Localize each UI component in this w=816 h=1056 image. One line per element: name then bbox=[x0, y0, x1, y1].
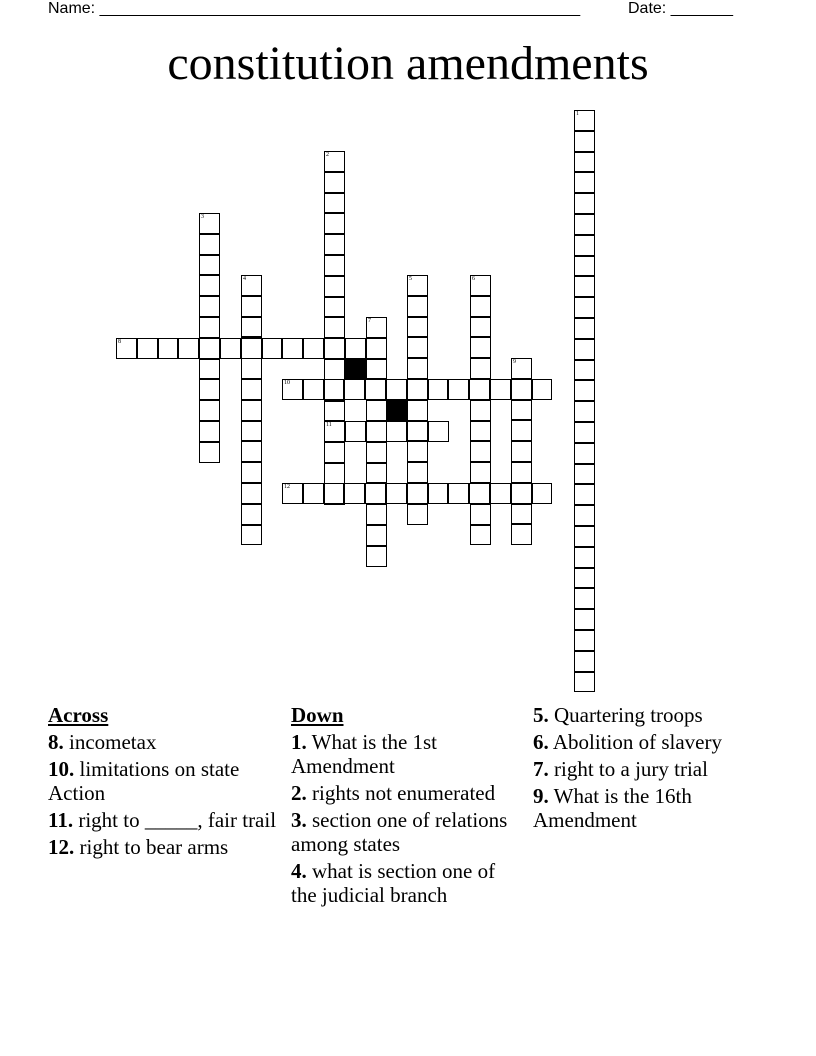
letter-cell[interactable] bbox=[262, 338, 283, 359]
letter-cell[interactable] bbox=[324, 338, 345, 359]
letter-cell[interactable] bbox=[241, 462, 262, 483]
letter-cell[interactable] bbox=[241, 504, 262, 525]
letter-cell[interactable] bbox=[574, 609, 595, 630]
letter-cell[interactable] bbox=[574, 505, 595, 526]
letter-cell[interactable] bbox=[116, 338, 137, 359]
letter-cell[interactable] bbox=[324, 401, 345, 422]
letter-cell[interactable] bbox=[574, 131, 595, 152]
letter-cell[interactable] bbox=[386, 379, 407, 400]
across-clues bbox=[48, 703, 278, 862]
clue-number: 10. bbox=[48, 757, 75, 781]
letter-cell[interactable] bbox=[241, 400, 262, 421]
clue-text: rights not enumerated bbox=[312, 781, 496, 805]
clue-number: 8. bbox=[48, 730, 64, 754]
letter-cell[interactable] bbox=[241, 317, 262, 338]
clue-number: 6. bbox=[533, 730, 549, 754]
down-clues-continued bbox=[533, 703, 753, 835]
letter-cell[interactable] bbox=[241, 525, 262, 546]
letter-cell[interactable] bbox=[199, 234, 220, 255]
letter-cell[interactable] bbox=[574, 443, 595, 464]
letter-cell[interactable] bbox=[532, 379, 553, 400]
letter-cell[interactable] bbox=[324, 234, 345, 255]
clue-number: 9. bbox=[533, 784, 549, 808]
letter-cell[interactable] bbox=[574, 588, 595, 609]
clue-text: right to a jury trial bbox=[554, 757, 708, 781]
clue-number-label: 11 bbox=[326, 422, 332, 429]
letter-cell[interactable] bbox=[470, 462, 491, 483]
letter-cell[interactable] bbox=[407, 483, 428, 504]
letter-cell[interactable] bbox=[199, 213, 220, 234]
letter-cell[interactable] bbox=[324, 317, 345, 338]
clue-number-label: 1 bbox=[576, 111, 579, 117]
letter-cell[interactable] bbox=[470, 441, 491, 462]
letter-cell[interactable] bbox=[574, 401, 595, 422]
letter-cell[interactable] bbox=[469, 483, 490, 504]
letter-cell[interactable] bbox=[490, 379, 511, 400]
letter-cell[interactable] bbox=[241, 421, 262, 442]
letter-cell[interactable] bbox=[407, 400, 428, 421]
letter-cell[interactable] bbox=[366, 400, 387, 421]
clue-text: section one of relations among states bbox=[291, 808, 508, 856]
letter-cell[interactable] bbox=[511, 441, 532, 462]
clue-number: 11. bbox=[48, 808, 74, 832]
letter-cell[interactable] bbox=[324, 172, 345, 193]
letter-cell[interactable] bbox=[490, 483, 511, 504]
letter-cell[interactable] bbox=[366, 525, 387, 546]
letter-cell[interactable] bbox=[574, 256, 595, 277]
letter-cell[interactable] bbox=[574, 380, 595, 401]
letter-cell[interactable] bbox=[574, 172, 595, 193]
letter-cell[interactable] bbox=[574, 193, 595, 214]
letter-cell[interactable] bbox=[574, 651, 595, 672]
clue-text: incometax bbox=[69, 730, 157, 754]
letter-cell[interactable] bbox=[511, 400, 532, 421]
letter-cell[interactable] bbox=[407, 275, 428, 296]
clue-number-label: 6 bbox=[472, 276, 475, 282]
letter-cell[interactable] bbox=[470, 317, 491, 338]
letter-cell[interactable] bbox=[470, 337, 491, 358]
letter-cell[interactable] bbox=[282, 379, 303, 400]
letter-cell[interactable] bbox=[470, 421, 491, 442]
letter-cell[interactable] bbox=[386, 421, 407, 442]
date-field-label: Date: _______ bbox=[628, 0, 733, 17]
letter-cell[interactable] bbox=[574, 672, 595, 693]
letter-cell[interactable] bbox=[470, 296, 491, 317]
letter-cell[interactable] bbox=[574, 422, 595, 443]
letter-cell[interactable] bbox=[199, 296, 220, 317]
clue-down-3 bbox=[291, 808, 516, 856]
down-clues bbox=[291, 703, 516, 910]
letter-cell[interactable] bbox=[366, 504, 387, 525]
letter-cell[interactable] bbox=[344, 379, 365, 400]
clue-number-label: 3 bbox=[201, 214, 204, 220]
letter-cell[interactable] bbox=[407, 358, 428, 379]
letter-cell[interactable] bbox=[511, 462, 532, 483]
letter-cell[interactable] bbox=[324, 151, 345, 172]
letter-cell[interactable] bbox=[574, 110, 595, 131]
letter-cell[interactable] bbox=[574, 526, 595, 547]
clue-number-label: 7 bbox=[368, 318, 371, 324]
letter-cell[interactable] bbox=[574, 568, 595, 589]
letter-cell[interactable] bbox=[407, 317, 428, 338]
letter-cell[interactable] bbox=[178, 338, 199, 359]
clue-number-label: 5 bbox=[409, 276, 412, 282]
name-field-label: Name: ______________________________________________________ bbox=[48, 0, 581, 17]
letter-cell[interactable] bbox=[241, 275, 262, 296]
letter-cell[interactable] bbox=[199, 400, 220, 421]
letter-cell[interactable] bbox=[511, 483, 532, 504]
letter-cell[interactable] bbox=[158, 338, 179, 359]
letter-cell[interactable] bbox=[303, 379, 324, 400]
puzzle-title: constitution amendments bbox=[167, 37, 649, 90]
clue-down-7 bbox=[533, 757, 753, 781]
letter-cell[interactable] bbox=[366, 463, 387, 484]
letter-cell[interactable] bbox=[366, 546, 387, 567]
clue-number: 1. bbox=[291, 730, 307, 754]
letter-cell[interactable] bbox=[386, 483, 407, 504]
letter-cell[interactable] bbox=[366, 359, 387, 380]
letter-cell[interactable] bbox=[407, 441, 428, 462]
letter-cell[interactable] bbox=[324, 379, 345, 400]
clue-number: 3. bbox=[291, 808, 307, 832]
clue-across-11 bbox=[48, 808, 278, 832]
clue-number-label: 8 bbox=[118, 339, 121, 345]
letter-cell[interactable] bbox=[511, 358, 532, 379]
clue-down-9 bbox=[533, 784, 753, 832]
letter-cell[interactable] bbox=[241, 358, 262, 379]
letter-cell[interactable] bbox=[199, 317, 220, 338]
letter-cell[interactable] bbox=[366, 442, 387, 463]
clue-across-12 bbox=[48, 835, 278, 859]
letter-cell[interactable] bbox=[324, 213, 345, 234]
clue-down-6 bbox=[533, 730, 753, 754]
letter-cell[interactable] bbox=[324, 193, 345, 214]
letter-cell[interactable] bbox=[220, 338, 241, 359]
letter-cell[interactable] bbox=[470, 525, 491, 546]
letter-cell[interactable] bbox=[428, 421, 449, 442]
clue-number: 7. bbox=[533, 757, 549, 781]
letter-cell[interactable] bbox=[469, 379, 490, 400]
letter-cell[interactable] bbox=[574, 318, 595, 339]
letter-cell[interactable] bbox=[470, 275, 491, 296]
letter-cell[interactable] bbox=[511, 524, 532, 545]
letter-cell[interactable] bbox=[428, 379, 449, 400]
down-heading: Down bbox=[291, 703, 344, 727]
clue-down-5 bbox=[533, 703, 753, 727]
blocked-cell bbox=[386, 400, 407, 421]
letter-cell[interactable] bbox=[199, 379, 220, 400]
clue-text: right to _____, fair trail bbox=[78, 808, 277, 832]
letter-cell[interactable] bbox=[407, 296, 428, 317]
letter-cell[interactable] bbox=[282, 483, 303, 504]
letter-cell[interactable] bbox=[470, 358, 491, 379]
letter-cell[interactable] bbox=[199, 442, 220, 463]
letter-cell[interactable] bbox=[407, 337, 428, 358]
letter-cell[interactable] bbox=[448, 379, 469, 400]
letter-cell[interactable] bbox=[137, 338, 158, 359]
letter-cell[interactable] bbox=[324, 421, 345, 442]
letter-cell[interactable] bbox=[407, 421, 428, 442]
letter-cell[interactable] bbox=[345, 338, 366, 359]
letter-cell[interactable] bbox=[324, 463, 345, 484]
clue-across-8 bbox=[48, 730, 278, 754]
letter-cell[interactable] bbox=[574, 152, 595, 173]
letter-cell[interactable] bbox=[574, 214, 595, 235]
letter-cell[interactable] bbox=[574, 630, 595, 651]
letter-cell[interactable] bbox=[448, 483, 469, 504]
clue-number: 4. bbox=[291, 859, 307, 883]
letter-cell[interactable] bbox=[511, 379, 532, 400]
letter-cell[interactable] bbox=[241, 379, 262, 400]
letter-cell[interactable] bbox=[365, 483, 386, 504]
clue-text: right to bear arms bbox=[79, 835, 229, 859]
letter-cell[interactable] bbox=[345, 421, 366, 442]
letter-cell[interactable] bbox=[532, 483, 553, 504]
clue-number-label: 12 bbox=[284, 484, 290, 490]
letter-cell[interactable] bbox=[199, 421, 220, 442]
clue-text: Quartering troops bbox=[554, 703, 703, 727]
letter-cell[interactable] bbox=[574, 547, 595, 568]
letter-cell[interactable] bbox=[344, 483, 365, 504]
letter-cell[interactable] bbox=[365, 379, 386, 400]
clue-down-2 bbox=[291, 781, 516, 805]
letter-cell[interactable] bbox=[366, 421, 387, 442]
letter-cell[interactable] bbox=[428, 483, 449, 504]
letter-cell[interactable] bbox=[199, 359, 220, 380]
clue-number-label: 10 bbox=[284, 380, 290, 386]
clue-text: what is section one of the judicial branch bbox=[291, 859, 496, 907]
letter-cell[interactable] bbox=[574, 339, 595, 360]
letter-cell[interactable] bbox=[241, 483, 262, 504]
letter-cell[interactable] bbox=[324, 297, 345, 318]
clue-down-4 bbox=[291, 859, 516, 907]
clue-across-10 bbox=[48, 757, 278, 805]
clue-number: 5. bbox=[533, 703, 549, 727]
clue-text: Abolition of slavery bbox=[552, 730, 722, 754]
letter-cell[interactable] bbox=[282, 338, 303, 359]
blocked-cell bbox=[345, 358, 366, 379]
clue-number: 12. bbox=[48, 835, 75, 859]
letter-cell[interactable] bbox=[241, 441, 262, 462]
letter-cell[interactable] bbox=[511, 504, 532, 525]
letter-cell[interactable] bbox=[303, 483, 324, 504]
letter-cell[interactable] bbox=[241, 296, 262, 317]
clue-down-1 bbox=[291, 730, 516, 778]
letter-cell[interactable] bbox=[241, 338, 262, 359]
clue-number-label: 4 bbox=[243, 276, 246, 282]
letter-cell[interactable] bbox=[574, 360, 595, 381]
letter-cell[interactable] bbox=[199, 275, 220, 296]
letter-cell[interactable] bbox=[324, 276, 345, 297]
letter-cell[interactable] bbox=[324, 483, 345, 504]
letter-cell[interactable] bbox=[366, 338, 387, 359]
letter-cell[interactable] bbox=[324, 359, 345, 380]
letter-cell[interactable] bbox=[574, 276, 595, 297]
letter-cell[interactable] bbox=[407, 462, 428, 483]
letter-cell[interactable] bbox=[303, 338, 324, 359]
letter-cell[interactable] bbox=[511, 420, 532, 441]
clue-text: What is the 1st Amendment bbox=[291, 730, 438, 778]
clue-text: What is the 16th Amendment bbox=[533, 784, 692, 832]
letter-cell[interactable] bbox=[407, 504, 428, 525]
clue-number-label: 2 bbox=[326, 152, 329, 158]
letter-cell[interactable] bbox=[470, 504, 491, 525]
letter-cell[interactable] bbox=[574, 297, 595, 318]
letter-cell[interactable] bbox=[574, 464, 595, 485]
letter-cell[interactable] bbox=[574, 484, 595, 505]
letter-cell[interactable] bbox=[574, 235, 595, 256]
letter-cell[interactable] bbox=[199, 255, 220, 276]
letter-cell[interactable] bbox=[324, 442, 345, 463]
letter-cell[interactable] bbox=[199, 338, 220, 359]
letter-cell[interactable] bbox=[407, 379, 428, 400]
letter-cell[interactable] bbox=[470, 400, 491, 421]
letter-cell[interactable] bbox=[324, 255, 345, 276]
across-heading: Across bbox=[48, 703, 109, 727]
clue-number-label: 9 bbox=[513, 359, 516, 365]
letter-cell[interactable] bbox=[366, 317, 387, 338]
clue-text: limitations on state Action bbox=[48, 757, 240, 805]
clue-number: 2. bbox=[291, 781, 307, 805]
